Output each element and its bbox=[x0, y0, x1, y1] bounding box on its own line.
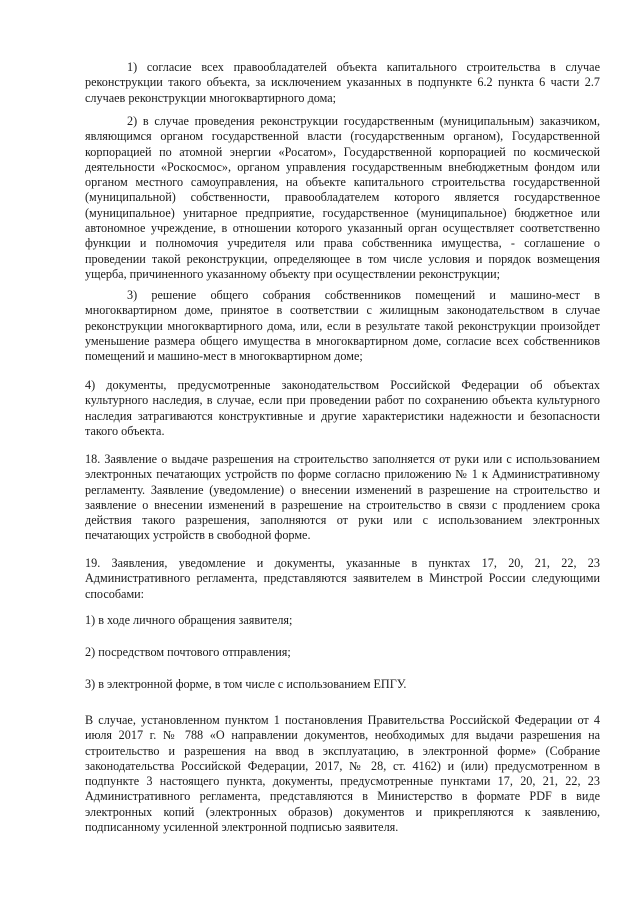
paragraph-consent-rightholders: 1) согласие всех правообладателей объекта капитального строительства в случае реконструкции такого объекта, за исключением указанных в подпункте 6.2 пункта 6 части 2.7 случаев реконструкции многоквартирного дома; bbox=[85, 60, 600, 105]
paragraph-cultural-heritage-documents: 4) документы, предусмотренные законодательством Российской Федерации об объектах культурного наследия, в случае, если при проведении работ по сохранению объекта культурного наследия затрагиваются конструктивные и другие характеристики надежности и безопасности такого объекта. bbox=[85, 378, 600, 438]
paragraph-state-customer-agreement: 2) в случае проведения реконструкции государственным (муниципальным) заказчиком, являющимся органом государственной власти (государственным органом), Государственной корпорацией по атомной энергии «Росатом», Государственной корпорацией по космической деятельности «Роскосмос», органом управления государственным внебюджетным фондом или органом местного самоуправления, на объекте капитального строительства государственной (муниципальной) собственности, правообладателем которого является государственное (муниципальное) унитарное предприятие, государственное (муниципальное) бюджетное или автономное учреждение, в отношении которого указанный орган осуществляет соответственно функции и полномочия учредителя или права собственника имущества, - соглашение о проведении такой реконструкции, определяющее в том числе условия и порядок возмещения ущерба, причиненного указанному объекту при осуществлении реконструкции; bbox=[85, 114, 600, 281]
list-item-personal-visit: 1) в ходе личного обращения заявителя; bbox=[85, 613, 293, 627]
paragraph-owners-meeting-decision: 3) решение общего собрания собственников помещений и машино-мест в многоквартирном доме, принятое в соответствии с жилищным законодательством в случае реконструкции многоквартирного дома, или, если в результате такой реконструкции произойдет уменьшение размера общего имущества в многоквартирном доме, согласие всех собственников помещений и машино-мест в многоквартирном доме; bbox=[85, 288, 600, 364]
paragraph-item-18: 18. Заявление о выдаче разрешения на строительство заполняется от руки или с использованием электронных печатающих устройств по форме согласно приложению № 1 к Административному регламенту. Заявление (уведомление) о внесении изменений в разрешение на строительство и заявление о внесении изменений в разрешение на строительство в связи с продлением срока действия такого разрешения, заполняются от руки или с использованием электронных печатающих устройств в свободной форме. bbox=[85, 452, 600, 543]
list-item-electronic-form: 3) в электронной форме, в том числе с использованием ЕПГУ. bbox=[85, 677, 407, 691]
paragraph-item-19: 19. Заявления, уведомление и документы, указанные в пунктах 17, 20, 21, 22, 23 Административного регламента, представляются заявителем в Минстрой России следующими способами: bbox=[85, 556, 600, 601]
paragraph-electronic-submission: В случае, установленном пунктом 1 постановления Правительства Российской Федерации от 4 июля 2017 г. № 788 «О направлении документов, необходимых для выдачи разрешения на строительство и разрешения на ввод в эксплуатацию, в электронной форме» (Собрание законодательства Российской Федерации, 2017, № 28, ст. 4162) и (или) предусмотренном в подпункте 3 настоящего пункта, документы, предусмотренные пунктами 17, 20, 21, 22, 23 Административного регламента, представляются в Министерство в формате PDF в виде электронных копий (электронных образов) документов и прикрепляются к заявлению, подписанному усиленной электронной подписью заявителя. bbox=[85, 713, 600, 835]
list-item-postal-mail: 2) посредством почтового отправления; bbox=[85, 645, 291, 659]
